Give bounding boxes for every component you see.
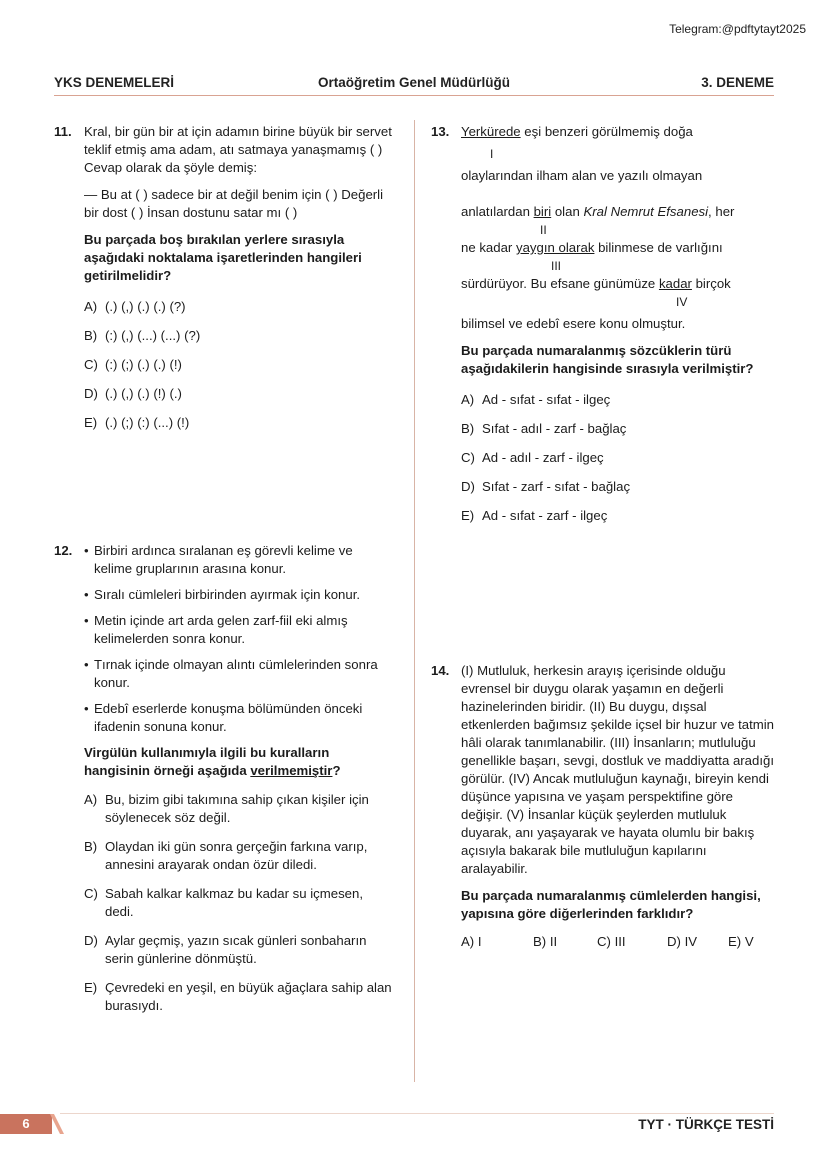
question-passage: Kral, bir gün bir at için adamın birine büyük bir servet teklif etmiş ama adam, atı satmaya yanaşmamış ( ) Cevap olarak da şöyle demiş: [84, 124, 392, 175]
question-dialogue: — Bu at ( ) sadece bir at değil benim için ( ) Değerli bir dost ( ) İnsan dostunu satar mı ( ) [84, 187, 384, 220]
page-number: 6 [0, 1114, 52, 1134]
rule-bullet: • Sıralı cümleleri birbirinden ayırmak için konur. [84, 587, 361, 602]
page-tab-slash-icon [50, 1114, 64, 1134]
option-b[interactable]: B) II [533, 934, 558, 949]
marker-i: I [490, 147, 494, 161]
footer-test-title: TYT · TÜRKÇE TESTİ [638, 1117, 774, 1132]
telegram-watermark: Telegram:@pdftytayt2025 [669, 22, 806, 36]
option-e[interactable]: E) (.) (;) (:) (...) (!) [84, 415, 190, 430]
passage-line: Yerkürede eşi benzeri görülmemiş doğa [461, 124, 693, 139]
rule-bullet: • Metin içinde art arda gelen zarf-fiil eki almış kelimelerden sonra konur. [84, 613, 348, 646]
footer-divider [60, 1113, 774, 1114]
question-number: 11. [54, 124, 72, 139]
question-passage: (I) Mutluluk, herkesin arayış içerisinde olduğu evrensel bir duygu olarak yaşamın en değerli hazinelerinden biridir. (II) Bu duygu, dışsal etkenlerden bağımsız şekilde içsel bir huzur ve tatmin hâli olarak tanımlanabilir. (III) İnsanların; mutluluğu genellikle başarı, sevgi, dostluk ve maddiyatta aradığı görülür. (IV) Ancak mutluluğun kaynağı, bireyin kendi düşünce yapısına ve yaşam perspektifine göre değişir. (V) İnsanlar küçük şeylerden mutluluk duyarak, anı yaşayarak ve hayata olumlu bir bakış açısıyla bakarak bile mutluluğun kapılarını aralayabilir. [461, 663, 775, 876]
option-a[interactable]: A) Bu, bizim gibi takımına sahip çıkan kişiler için söylenecek söz değil. [84, 792, 369, 825]
question-14 [431, 662, 776, 951]
option-d[interactable]: D) IV [667, 934, 698, 949]
option-d[interactable]: D) (.) (,) (.) (!) (.) [84, 386, 182, 401]
option-a[interactable]: A) Ad - sıfat - sıfat - ilgeç [461, 392, 611, 407]
rule-bullet: • Birbiri ardınca sıralanan eş görevli kelime ve kelime gruplarının arasına konur. [84, 543, 353, 576]
option-b[interactable]: B) (:) (,) (...) (...) (?) [84, 328, 201, 343]
option-d[interactable]: D) Sıfat - zarf - sıfat - bağlaç [461, 479, 631, 494]
question-stem: Bu parçada numaralanmış cümlelerden hangisi, yapısına göre diğerlerinden farklıdır? [461, 888, 761, 921]
option-c[interactable]: C) (:) (;) (.) (.) (!) [84, 357, 182, 372]
passage-line: anlatılardan biri olan Kral Nemrut Efsanesi, her [461, 204, 735, 219]
option-b[interactable]: B) Olaydan iki gün sonra gerçeğin farkına varıp, annesini arayarak ondan özür diledi. [84, 839, 368, 872]
option-c[interactable]: C) Ad - adıl - zarf - ilgeç [461, 450, 604, 465]
option-e[interactable]: E) V [728, 934, 754, 949]
header-divider [54, 95, 774, 96]
question-number: 14. [431, 663, 450, 678]
header-series-title: YKS DENEMELERİ [54, 75, 175, 90]
question-13 [431, 123, 781, 525]
marker-iv: IV [676, 295, 688, 309]
passage-line: ne kadar yaygın olarak bilinmese de varlığını [461, 240, 723, 255]
passage-line: olaylarından ilham alan ve yazılı olmayan [461, 168, 703, 183]
option-c[interactable]: C) III [597, 934, 626, 949]
passage-line: sürdürüyor. Bu efsane günümüze kadar birçok [461, 276, 731, 291]
rule-bullet: • Tırnak içinde olmayan alıntı cümlelerinden sonra konur. [84, 657, 378, 690]
question-stem: Virgülün kullanımıyla ilgili bu kuralların hangisinin örneği aşağıda verilmemiştir? [84, 745, 341, 778]
question-number: 12. [54, 543, 73, 558]
question-stem: Bu parçada boş bırakılan yerlere sırasıyla aşağıdaki noktalama işaretlerinden hangileri getirilmelidir? [84, 232, 362, 283]
option-c[interactable]: C) Sabah kalkar kalkmaz bu kadar su içmesen, dedi. [84, 886, 364, 919]
marker-ii: II [540, 223, 547, 237]
option-a[interactable]: A) I [461, 934, 482, 949]
marker-iii: III [551, 259, 562, 273]
option-b[interactable]: B) Sıfat - adıl - zarf - bağlaç [461, 421, 627, 436]
option-d[interactable]: D) Aylar geçmiş, yazın sıcak günleri sonbaharın serin günlerine dönmüştü. [84, 933, 367, 966]
passage-line: bilimsel ve edebî esere konu olmuştur. [461, 316, 686, 331]
header-institution: Ortaöğretim Genel Müdürlüğü [317, 75, 510, 90]
header-exam-number: 3. DENEME [701, 75, 774, 90]
question-number: 13. [431, 124, 450, 139]
question-stem: Bu parçada numaralanmış sözcüklerin türü aşağıdakilerin hangisinde sırasıyla verilmiştir? [461, 343, 754, 376]
column-divider [414, 120, 415, 1082]
question-12 [54, 542, 394, 1015]
option-e[interactable]: E) Ad - sıfat - zarf - ilgeç [461, 508, 608, 523]
rule-bullet: • Edebî eserlerde konuşma bölümünden önceki ifadenin sonuna konur. [84, 701, 363, 734]
option-a[interactable]: A) (.) (,) (.) (.) (?) [84, 299, 186, 314]
option-e[interactable]: E) Çevredeki en yeşil, en büyük ağaçlara sahip alan burasıydı. [84, 980, 392, 1013]
options-row [461, 933, 776, 951]
question-11 [54, 123, 394, 432]
